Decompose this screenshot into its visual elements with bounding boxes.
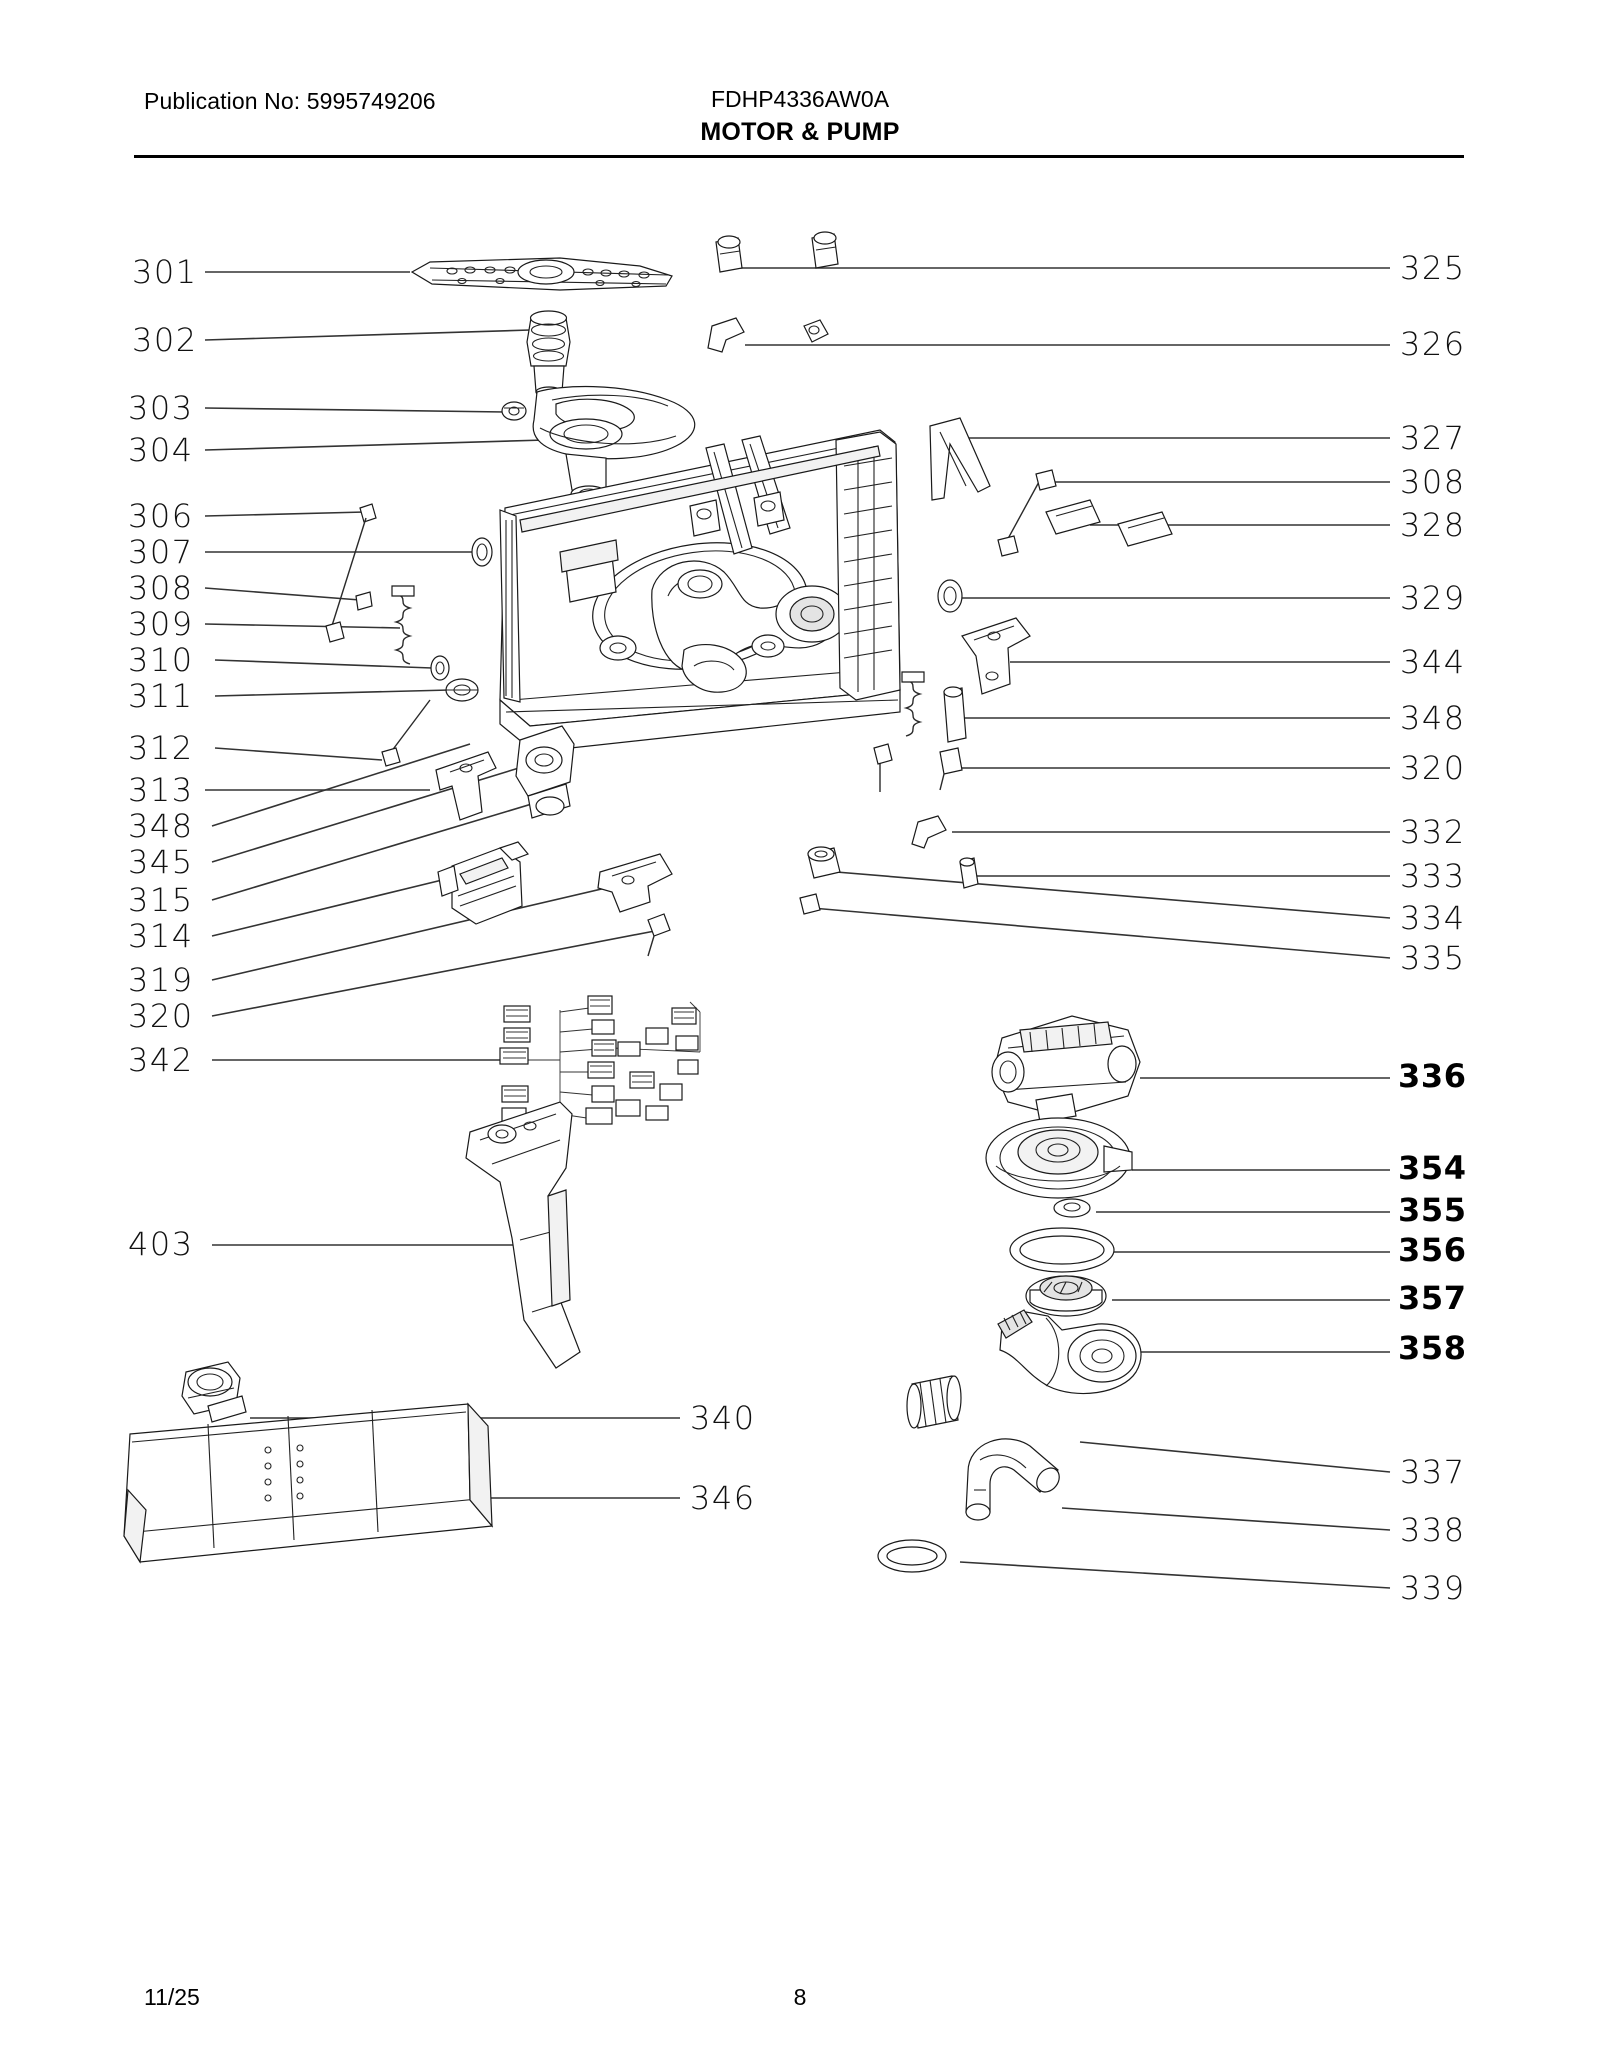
callout-339[interactable]: 339 [1400,1569,1466,1607]
callout-319[interactable]: 319 [128,961,194,999]
footer-date-code: 11/25 [144,1984,200,2010]
section-title: MOTOR & PUMP [700,118,900,146]
callout-334[interactable]: 334 [1400,899,1466,937]
callout-312[interactable]: 312 [128,729,194,767]
callout-337[interactable]: 337 [1400,1453,1466,1491]
callout-335[interactable]: 335 [1400,939,1466,977]
part-336-motor [992,1016,1140,1122]
callout-357[interactable]: 357 [1398,1279,1467,1317]
callout-304[interactable]: 304 [128,431,194,469]
main-tub-assembly [500,430,900,752]
callout-308-right[interactable]: 308 [1400,463,1466,501]
parts-337-338-339-hoses [878,1376,1064,1572]
callout-325[interactable]: 325 [1400,249,1466,287]
header-divider [134,155,1464,158]
part-355-seal-washer [1054,1199,1090,1217]
callout-320-left[interactable]: 320 [128,997,194,1035]
callout-309[interactable]: 309 [128,605,194,643]
callout-329[interactable]: 329 [1400,579,1466,617]
part-303-retainer [502,402,526,420]
callout-333[interactable]: 333 [1400,857,1466,895]
callout-311[interactable]: 311 [128,677,194,715]
callout-310[interactable]: 310 [128,641,194,679]
part-354-pump-cover [986,1118,1132,1198]
callout-307[interactable]: 307 [128,533,194,571]
parts-340-346-lower-panel [124,1362,492,1562]
callout-315[interactable]: 315 [128,881,194,919]
callout-354[interactable]: 354 [1398,1149,1467,1187]
callout-301[interactable]: 301 [132,253,198,291]
callout-345[interactable]: 345 [128,843,194,881]
callout-308[interactable]: 308 [128,569,194,607]
callout-320-right[interactable]: 320 [1400,749,1466,787]
left-small-parts [326,504,672,956]
callout-306[interactable]: 306 [128,497,194,535]
part-358-pump-housing [998,1310,1141,1394]
callout-336[interactable]: 336 [1398,1057,1467,1095]
callout-344[interactable]: 344 [1400,643,1466,681]
callout-338[interactable]: 338 [1400,1511,1466,1549]
callout-326[interactable]: 326 [1400,325,1466,363]
callout-332[interactable]: 332 [1400,813,1466,851]
callout-355[interactable]: 355 [1398,1191,1467,1229]
part-302-feed-tube [527,311,570,397]
callout-327[interactable]: 327 [1400,419,1466,457]
publication-number: Publication No: 5995749206 [144,88,436,114]
part-301-spray-arm [412,258,672,290]
part-356-o-ring [1010,1228,1114,1272]
callout-348-left[interactable]: 348 [128,807,194,845]
footer-page-number: 8 [793,1984,807,2010]
model-number: FDHP4336AW0A [710,86,890,112]
callout-358[interactable]: 358 [1398,1329,1467,1367]
part-342-wiring-harness [500,996,700,1124]
right-small-parts [708,232,1172,914]
part-357-impeller [1026,1276,1106,1316]
callout-342[interactable]: 342 [128,1041,194,1079]
callout-302[interactable]: 302 [132,321,198,359]
page-header [0,0,1600,160]
callout-348-right[interactable]: 348 [1400,699,1466,737]
part-304-wash-arm-disc [533,387,695,531]
callout-340[interactable]: 340 [690,1399,756,1437]
callout-356[interactable]: 356 [1398,1231,1467,1269]
callout-313[interactable]: 313 [128,771,194,809]
callout-328[interactable]: 328 [1400,506,1466,544]
callout-314[interactable]: 314 [128,917,194,955]
callout-303[interactable]: 303 [128,389,194,427]
part-403-support-bracket [466,1102,580,1368]
callout-346[interactable]: 346 [690,1479,756,1517]
callout-403[interactable]: 403 [128,1225,194,1263]
